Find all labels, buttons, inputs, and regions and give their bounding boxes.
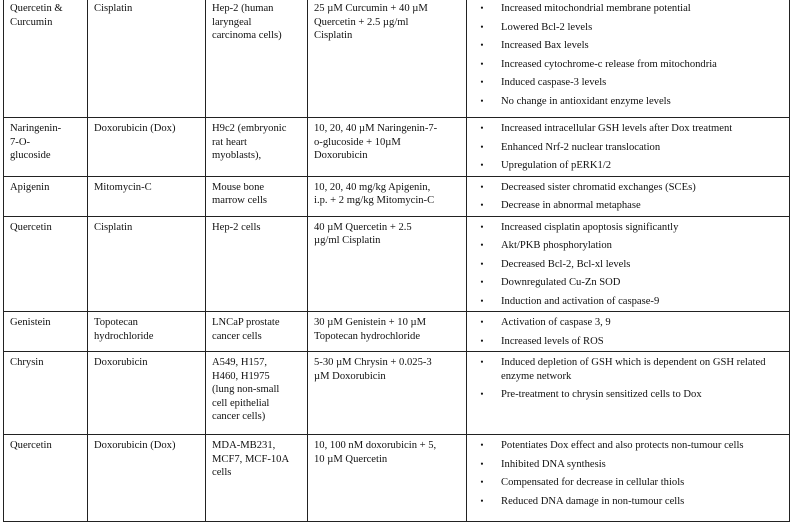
list-item	[475, 141, 787, 155]
drug-cell	[88, 176, 206, 216]
flavonoid-cell-line: Apigenin	[10, 181, 50, 193]
drug-cell	[88, 352, 206, 435]
dose-cell	[308, 435, 467, 522]
bullet-icon: •	[480, 240, 484, 250]
dose-cell-line: Doxorubicin	[314, 150, 368, 161]
list-item	[475, 316, 787, 330]
list-item	[475, 239, 787, 253]
bullet-icon: •	[480, 477, 484, 487]
drug-cell	[88, 312, 206, 352]
list-item	[475, 458, 787, 472]
cell-model-cell-line: laryngeal	[212, 16, 252, 28]
list-item	[475, 95, 787, 109]
flavonoid-drug-combination-table	[3, 0, 790, 522]
flavonoid-cell-line: 7-O-	[10, 136, 31, 148]
cell-model-cell	[206, 0, 308, 118]
bullet-icon: •	[480, 221, 484, 232]
effects-cell	[467, 312, 790, 352]
bullet-icon: •	[480, 160, 484, 170]
effect-text: Inhibited DNA synthesis	[501, 458, 606, 470]
list-item	[475, 39, 787, 53]
cell-model-cell-line: myoblasts),	[212, 150, 262, 161]
list-item	[475, 21, 787, 35]
dose-cell-line: 25 µM Curcumin + 40 µM	[314, 3, 428, 14]
list-item	[475, 181, 787, 195]
cell-model-cell-line: A549, H157,	[212, 357, 268, 368]
table-body	[4, 0, 790, 522]
cell-model-cell	[206, 352, 308, 435]
dose-cell-line: 40 µM Quercetin + 2.5	[314, 221, 412, 233]
list-item	[475, 221, 787, 235]
flavonoid-cell-line: Quercetin	[10, 221, 52, 233]
flavonoid-cell	[4, 216, 88, 312]
cell-model-cell-line: LNCaP prostate	[212, 317, 280, 328]
effects-list	[475, 316, 787, 348]
flavonoid-cell-line: glucoside	[10, 150, 51, 161]
effects-cell	[467, 216, 790, 312]
dose-cell-line: i.p. + 2 mg/kg Mitomycin-C	[314, 195, 435, 206]
effects-list	[475, 181, 787, 213]
list-item	[475, 199, 787, 213]
table-row	[4, 312, 790, 352]
drug-cell-line: hydrochloride	[94, 330, 154, 342]
list-item	[475, 388, 787, 402]
drug-cell-line: Doxorubicin	[94, 357, 148, 368]
bullet-icon: •	[480, 77, 484, 87]
drug-cell	[88, 435, 206, 522]
bullet-icon: •	[480, 258, 484, 269]
cell-model-cell-line: cell epithelial	[212, 397, 270, 409]
drug-cell	[88, 118, 206, 177]
flavonoid-cell-line: Naringenin-	[10, 123, 62, 134]
cell-model-cell-line: cells	[212, 467, 232, 478]
effect-text: Pre-treatment to chrysin sensitized cells to Dox	[501, 389, 702, 400]
dose-cell	[308, 216, 467, 312]
cell-model-cell-line: rat heart	[212, 136, 247, 148]
bullet-icon: •	[480, 440, 484, 450]
flavonoid-cell-line: Quercetin	[10, 440, 52, 451]
bullet-icon: •	[480, 95, 484, 106]
effect-text: Induced depletion of GSH which is dependent on GSH related enzyme network	[501, 357, 766, 382]
effects-list	[475, 221, 787, 309]
effect-text: Increased mitochondrial membrane potential	[501, 3, 691, 14]
dose-cell-line: o-glucoside + 10µM	[314, 136, 401, 148]
effect-text: Increased intracellular GSH levels after Dox treatment	[501, 123, 733, 134]
effect-text: Increased cytochrome-c release from mitochondria	[501, 58, 717, 70]
cell-model-cell	[206, 216, 308, 312]
effect-text: Induced caspase-3 levels	[501, 77, 607, 88]
flavonoid-cell-line: Genistein	[10, 317, 51, 328]
effects-list	[475, 356, 787, 402]
cell-model-cell-line: MDA-MB231,	[212, 440, 276, 451]
bullet-icon: •	[480, 495, 484, 506]
flavonoid-cell	[4, 312, 88, 352]
cell-model-cell-line: Hep-2 (human	[212, 3, 274, 14]
list-item	[475, 159, 787, 173]
dose-cell	[308, 352, 467, 435]
effect-text: Reduced DNA damage in non-tumour cells	[501, 495, 685, 507]
dose-cell-line: 10, 20, 40 µM Naringenin-7-	[314, 123, 438, 134]
flavonoid-cell	[4, 176, 88, 216]
flavonoid-cell	[4, 0, 88, 118]
dose-cell-line: 10, 20, 40 mg/kg Apigenin,	[314, 181, 431, 193]
cell-model-cell-line: (lung non-small	[212, 384, 280, 395]
effects-cell	[467, 176, 790, 216]
cell-model-cell-line: marrow cells	[212, 195, 268, 206]
bullet-icon: •	[480, 181, 484, 192]
dose-cell-line: 5-30 µM Chrysin + 0.025-3	[314, 357, 432, 368]
list-item	[475, 258, 787, 272]
dose-cell	[308, 176, 467, 216]
list-item	[475, 2, 787, 16]
dose-cell-line: 10, 100 nM doxorubicin + 5,	[314, 440, 437, 451]
bullet-icon: •	[480, 357, 484, 367]
cell-model-cell	[206, 312, 308, 352]
dose-cell-line: Topotecan hydrochloride	[314, 330, 421, 342]
effect-text: No change in antioxidant enzyme levels	[501, 95, 671, 107]
bullet-icon: •	[480, 123, 484, 133]
table-row	[4, 118, 790, 177]
effect-text: Decreased Bcl-2, Bcl-xl levels	[501, 258, 631, 270]
table-row	[4, 435, 790, 522]
effect-text: Decreased sister chromatid exchanges (SCEs)	[501, 181, 696, 193]
effect-text: Enhanced Nrf-2 nuclear translocation	[501, 141, 661, 153]
effects-list	[475, 439, 787, 508]
list-item	[475, 276, 787, 290]
bullet-icon: •	[480, 58, 484, 69]
effect-text: Lowered Bcl-2 levels	[501, 21, 593, 33]
dose-cell-line: µg/ml Cisplatin	[314, 235, 381, 246]
flavonoid-cell-line: Quercetin &	[10, 3, 63, 14]
drug-cell-line: Doxorubicin (Dox)	[94, 123, 176, 134]
cell-model-cell-line: cancer cells	[212, 330, 262, 342]
effects-cell	[467, 0, 790, 118]
bullet-icon: •	[480, 389, 484, 399]
dose-cell-line: µM Doxorubicin	[314, 370, 386, 382]
cell-model-cell-line: cancer cells)	[212, 411, 266, 422]
cell-model-cell-line: carcinoma cells)	[212, 30, 282, 41]
list-item	[475, 495, 787, 509]
table-row	[4, 176, 790, 216]
effect-text: Increased Bax levels	[501, 40, 589, 51]
list-item	[475, 295, 787, 309]
bullet-icon: •	[480, 335, 484, 346]
drug-cell	[88, 0, 206, 118]
flavonoid-cell	[4, 435, 88, 522]
cell-model-cell-line: Mouse bone	[212, 181, 265, 193]
list-item	[475, 439, 787, 453]
effect-text: Potentiates Dox effect and also protects non-tumour cells	[501, 440, 744, 451]
dose-cell-line: 10 µM Quercetin	[314, 453, 388, 465]
list-item	[475, 58, 787, 72]
bullet-icon: •	[480, 458, 484, 469]
list-item	[475, 476, 787, 490]
effect-text: Compensated for decrease in cellular thiols	[501, 477, 685, 488]
cell-model-cell-line: Hep-2 cells	[212, 221, 261, 233]
dose-cell	[308, 0, 467, 118]
bullet-icon: •	[480, 21, 484, 32]
list-item	[475, 76, 787, 90]
table-row	[4, 352, 790, 435]
effect-text: Decrease in abnormal metaphase	[501, 200, 641, 211]
cell-model-cell-line: H9c2 (embryonic	[212, 123, 287, 134]
list-item	[475, 356, 787, 383]
table-row	[4, 216, 790, 312]
bullet-icon: •	[480, 3, 484, 13]
bullet-icon: •	[480, 40, 484, 50]
cell-model-cell	[206, 176, 308, 216]
bullet-icon: •	[480, 200, 484, 210]
effect-text: Induction and activation of caspase-9	[501, 295, 660, 307]
effect-text: Downregulated Cu-Zn SOD	[501, 277, 621, 288]
table-row	[4, 0, 790, 118]
dose-cell-line: 30 µM Genistein + 10 µM	[314, 317, 427, 328]
effects-cell	[467, 435, 790, 522]
drug-cell-line: Cisplatin	[94, 3, 133, 14]
bullet-icon: •	[480, 295, 484, 306]
drug-cell-line: Doxorubicin (Dox)	[94, 440, 176, 451]
effects-cell	[467, 352, 790, 435]
flavonoid-cell-line: Chrysin	[10, 357, 44, 368]
drug-cell	[88, 216, 206, 312]
dose-cell-line: Cisplatin	[314, 30, 353, 41]
effect-text: Increased cisplatin apoptosis significantly	[501, 221, 679, 233]
effects-list	[475, 122, 787, 173]
bullet-icon: •	[480, 317, 484, 327]
dose-cell	[308, 118, 467, 177]
flavonoid-cell	[4, 118, 88, 177]
list-item	[475, 122, 787, 136]
flavonoid-cell-line: Curcumin	[10, 16, 53, 28]
effects-cell	[467, 118, 790, 177]
bullet-icon: •	[480, 277, 484, 287]
effect-text: Increased levels of ROS	[501, 335, 604, 347]
list-item	[475, 335, 787, 349]
effects-list	[475, 2, 787, 108]
drug-cell-line: Cisplatin	[94, 221, 133, 233]
effect-text: Akt/PKB phosphorylation	[501, 240, 612, 251]
dose-cell	[308, 312, 467, 352]
bullet-icon: •	[480, 141, 484, 152]
cell-model-cell-line: H460, H1975	[212, 370, 270, 382]
drug-cell-line: Mitomycin-C	[94, 181, 152, 193]
flavonoid-cell	[4, 352, 88, 435]
effect-text: Activation of caspase 3, 9	[501, 317, 611, 328]
cell-model-cell	[206, 435, 308, 522]
effect-text: Upregulation of pERK1/2	[501, 160, 612, 171]
dose-cell-line: Quercetin + 2.5 µg/ml	[314, 16, 409, 28]
cell-model-cell-line: MCF7, MCF-10A	[212, 453, 290, 465]
cell-model-cell	[206, 118, 308, 177]
drug-cell-line: Topotecan	[94, 317, 138, 328]
